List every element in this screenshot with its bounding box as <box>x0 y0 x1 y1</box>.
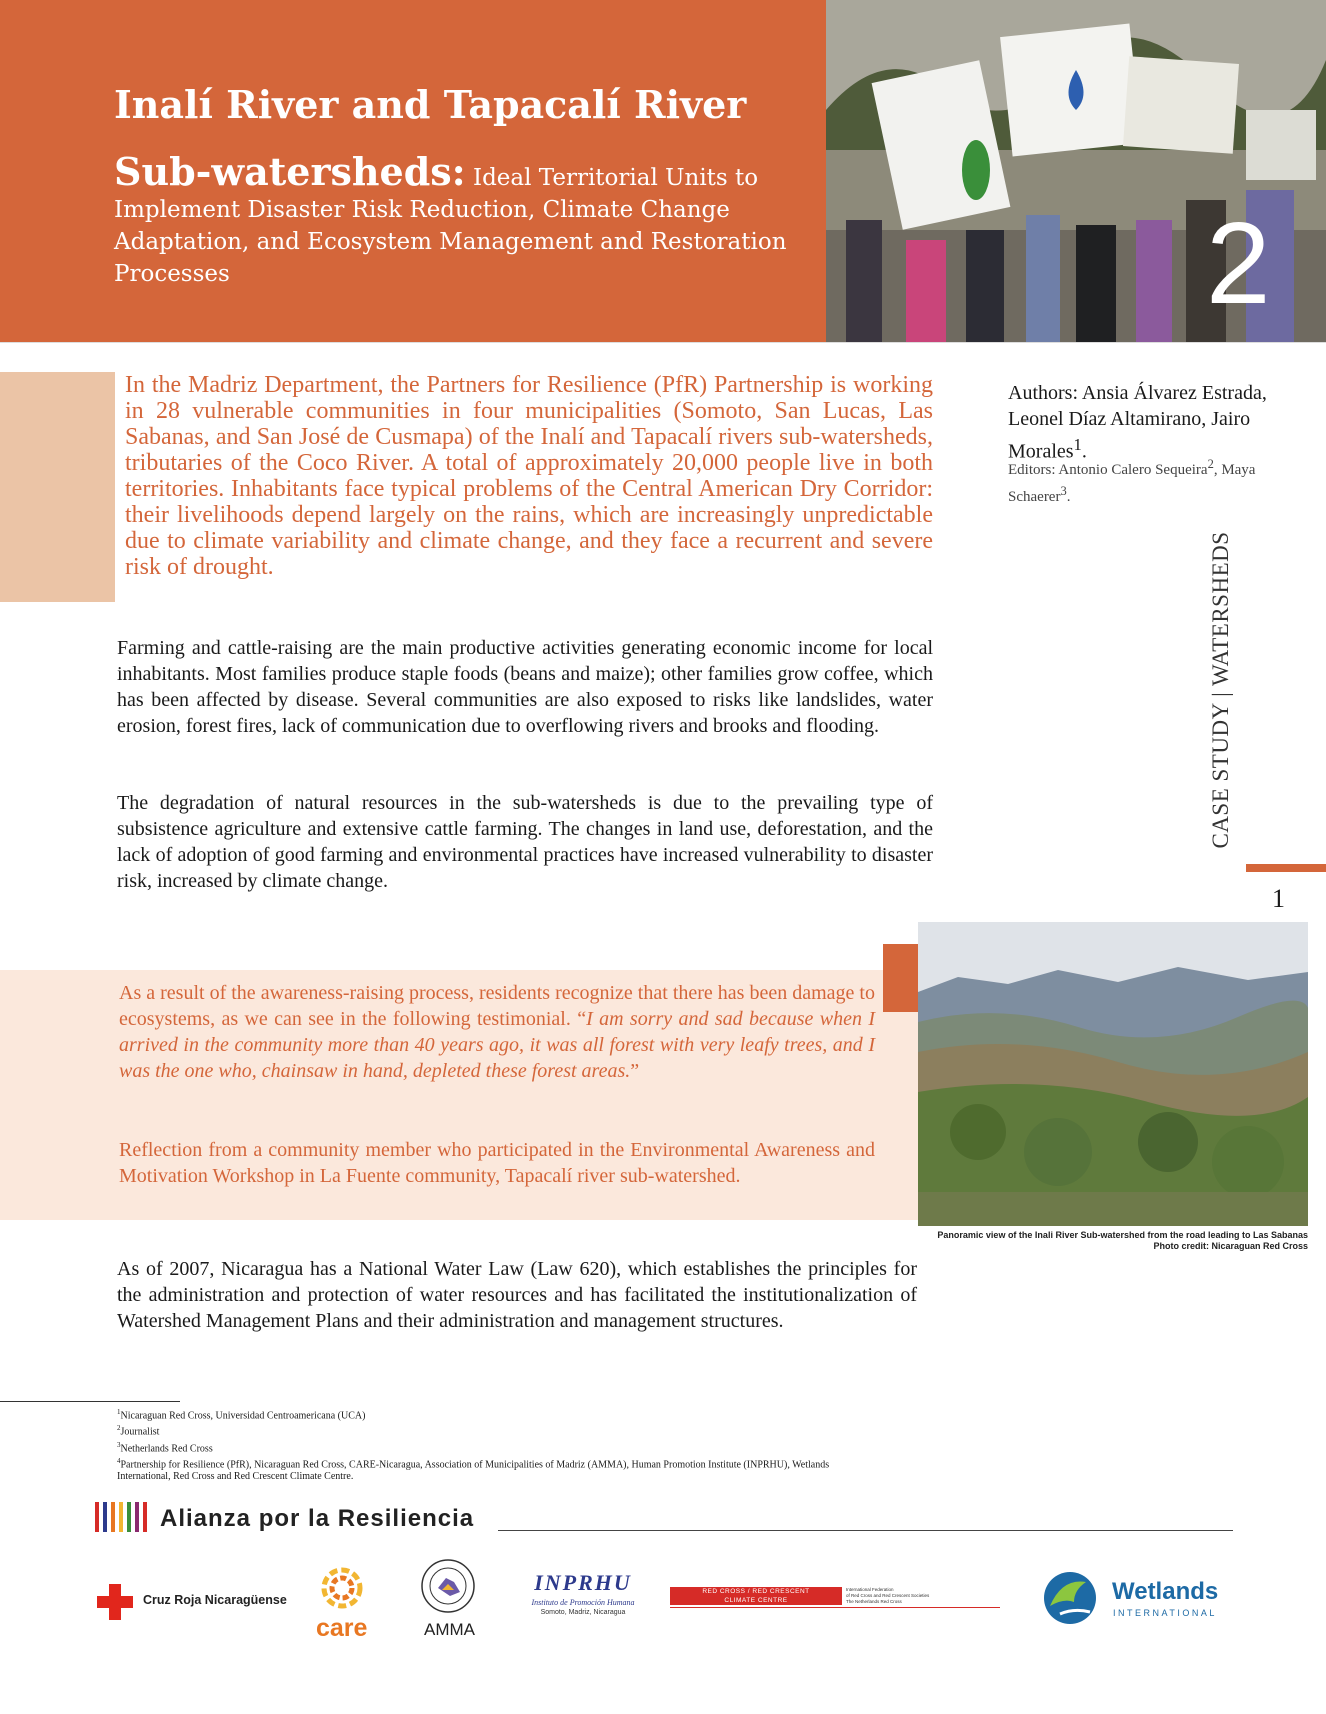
alliance-bar <box>135 1502 139 1532</box>
footnote-number: 4 <box>117 1456 121 1465</box>
cruz-roja-name: Cruz Roja Nicaragüense <box>143 1593 287 1607</box>
climate-partner-line: International Federation <box>846 1587 894 1592</box>
quote-close: ” <box>630 1060 640 1082</box>
wetlands-name: Wetlands <box>1112 1578 1219 1605</box>
amma-seal-icon <box>420 1558 476 1614</box>
footnote-rule <box>0 1401 180 1402</box>
red-cross-icon <box>95 1582 135 1622</box>
section-label <box>1198 531 1244 849</box>
authors-footnote-ref: 1 <box>1073 435 1082 454</box>
editors <box>1008 454 1308 508</box>
footnote-text: Journalist <box>120 1426 160 1438</box>
climate-partner-line: The Netherlands Red Cross <box>846 1599 902 1604</box>
quote-italic: I am sorry and sad because when I arrived in the community more than 40 years ago, it was all forest with very leafy trees, and I was the one who, chainsaw in hand, depleted these forest areas. <box>119 1008 875 1082</box>
footnotes <box>117 1406 837 1483</box>
page-title: Inalí River and Tapacalí River <box>114 82 747 127</box>
wetlands-logo-icon <box>1040 1568 1104 1628</box>
photo-caption <box>880 1230 1308 1252</box>
authors-end: . <box>1081 440 1087 463</box>
climate-centre-bar <box>670 1587 842 1605</box>
quote-attribution: Reflection from a community member who participated in the Environmental Awareness and Motivation Workshop in La Fuente community, Tapacalí river sub-watershed. <box>119 1139 875 1187</box>
authors <box>1008 380 1308 465</box>
editors-text-2: , Maya Schaerer <box>1008 462 1256 505</box>
footnote-number: 2 <box>117 1424 121 1433</box>
section-label-text: CASE STUDY | WATERSHEDS <box>1208 531 1233 849</box>
climate-line: CLIMATE CENTRE <box>724 1597 788 1604</box>
climate-partner-line: of Red Cross and Red Crescent Societies <box>846 1593 930 1598</box>
amma-name: AMMA <box>424 1620 475 1639</box>
footnote-number: 3 <box>117 1440 121 1449</box>
footnote-item <box>117 1455 837 1483</box>
intro-accent-block <box>0 372 115 602</box>
climate-partners <box>846 1587 929 1605</box>
editors-footnote-ref-1: 2 <box>1207 457 1214 471</box>
authors-text: Authors: Ansia Álvarez Estrada, Leonel Díaz Altamirano, Jairo Morales <box>1008 382 1267 463</box>
climate-line: RED CROSS / RED CRESCENT <box>702 1588 810 1595</box>
footnote-item <box>117 1439 837 1455</box>
footnote-item <box>117 1422 837 1438</box>
subtitle-text: Ideal Territorial Units to Implement Disaster Risk Reduction, Climate Change Adaptation, and Ecosystem Management and Restoration Processes <box>114 165 787 287</box>
alliance-bar <box>95 1502 99 1532</box>
editors-footnote-ref-2: 3 <box>1060 484 1067 498</box>
alliance-bar <box>143 1502 147 1532</box>
editors-text-1: Editors: Antonio Calero Sequeira <box>1008 462 1208 478</box>
inprhu-subtitle: Instituto de Promoción Humana <box>531 1598 635 1607</box>
page-subtitle <box>114 149 804 290</box>
climate-centre-logo <box>670 1587 1000 1609</box>
subtitle-lead: Sub-watersheds: <box>114 149 466 194</box>
care-name: care <box>316 1614 368 1642</box>
alliance-bar <box>119 1502 123 1532</box>
wetlands-subtitle: INTERNATIONAL <box>1113 1608 1217 1618</box>
care-logo-icon <box>314 1562 370 1614</box>
footnote-text: Partnership for Resilience (PfR), Nicaraguan Red Cross, CARE-Nicaragua, Association of Municipalities of Madriz (AMMA), Human Promotion Institute (INPRHU), Wetlands International, Red Cross and Red Crescent Climate Centre. <box>117 1459 830 1483</box>
alliance-logo-bars <box>95 1502 161 1532</box>
editors-end: . <box>1066 489 1071 505</box>
body-paragraph: As of 2007, Nicaragua has a National Water Law (Law 620), which establishes the principles for the administration and protection of water resources and has facilitated the institutionalization of Watershed Management Plans and their administration and management structures. <box>117 1258 917 1332</box>
case-number: 2 <box>1206 198 1271 328</box>
landscape-photo <box>918 922 1308 1226</box>
alliance-rule <box>498 1530 1233 1531</box>
inprhu-location: Somoto, Madriz, Nicaragua <box>540 1609 626 1616</box>
caption-line: Panoramic view of the Inali River Sub-watershed from the road leading to Las Sabanas <box>937 1230 1308 1240</box>
alliance-bar <box>103 1502 107 1532</box>
footnote-number: 1 <box>117 1408 121 1416</box>
inprhu-name: INPRHU <box>534 1570 632 1595</box>
climate-rule <box>670 1607 1000 1608</box>
page-number: 1 <box>1272 884 1285 913</box>
inprhu-logo <box>518 1570 648 1640</box>
care-logo <box>314 1562 374 1642</box>
alliance-name: Alianza por la Resiliencia <box>160 1505 475 1532</box>
alliance-bar <box>111 1502 115 1532</box>
divider <box>0 342 1326 343</box>
quote-intro: As a result of the awareness-raising process, residents recognize that there has been damage to ecosystems, as we can see in the following testimonial. “ <box>119 982 875 1030</box>
testimonial-quote <box>119 980 875 1084</box>
caption-credit: Photo credit: Nicaraguan Red Cross <box>1153 1241 1308 1251</box>
footnote-item <box>117 1406 837 1422</box>
intro-paragraph: In the Madriz Department, the Partners for Resilience (PfR) Partnership is working in 28 vulnerable communities in four municipalities (Somoto, San Lucas, Las Sabanas, and San José de Cusmapa) of the Inalí and Tapacalí rivers sub-watersheds, tributaries of the Coco River. A total of approximately 20,000 people live in both territories. Inhabitants face typical problems of the Central American Dry Corridor: their livelihoods depend largely on the rains, which are increasingly unpredictable due to climate variability and climate change, and they face a recurrent and severe risk of drought. <box>125 372 933 580</box>
amma-logo <box>420 1558 500 1638</box>
body-paragraph: Farming and cattle-raising are the main productive activities generating economic income for local inhabitants. Most families produce staple foods (beans and maize); other families grow coffee, which has been affected by disease. Several communities are also exposed to risks like landslides, water erosion, forest fires, lack of communication due to overflowing rivers and brooks and flooding. <box>117 637 933 737</box>
section-rule <box>1246 864 1326 872</box>
alliance-bar <box>127 1502 131 1532</box>
footnote-text: Netherlands Red Cross <box>120 1442 213 1454</box>
footnote-text: Nicaraguan Red Cross, Universidad Centroamericana (UCA) <box>120 1410 366 1422</box>
body-paragraph: The degradation of natural resources in the sub-watersheds is due to the prevailing type of subsistence agriculture and extensive cattle farming. The changes in land use, deforestation, and the lack of adoption of good farming and environmental practices have increased vulnerability to disaster risk, increased by climate change. <box>117 792 933 892</box>
wetlands-logo <box>1040 1568 1240 1628</box>
